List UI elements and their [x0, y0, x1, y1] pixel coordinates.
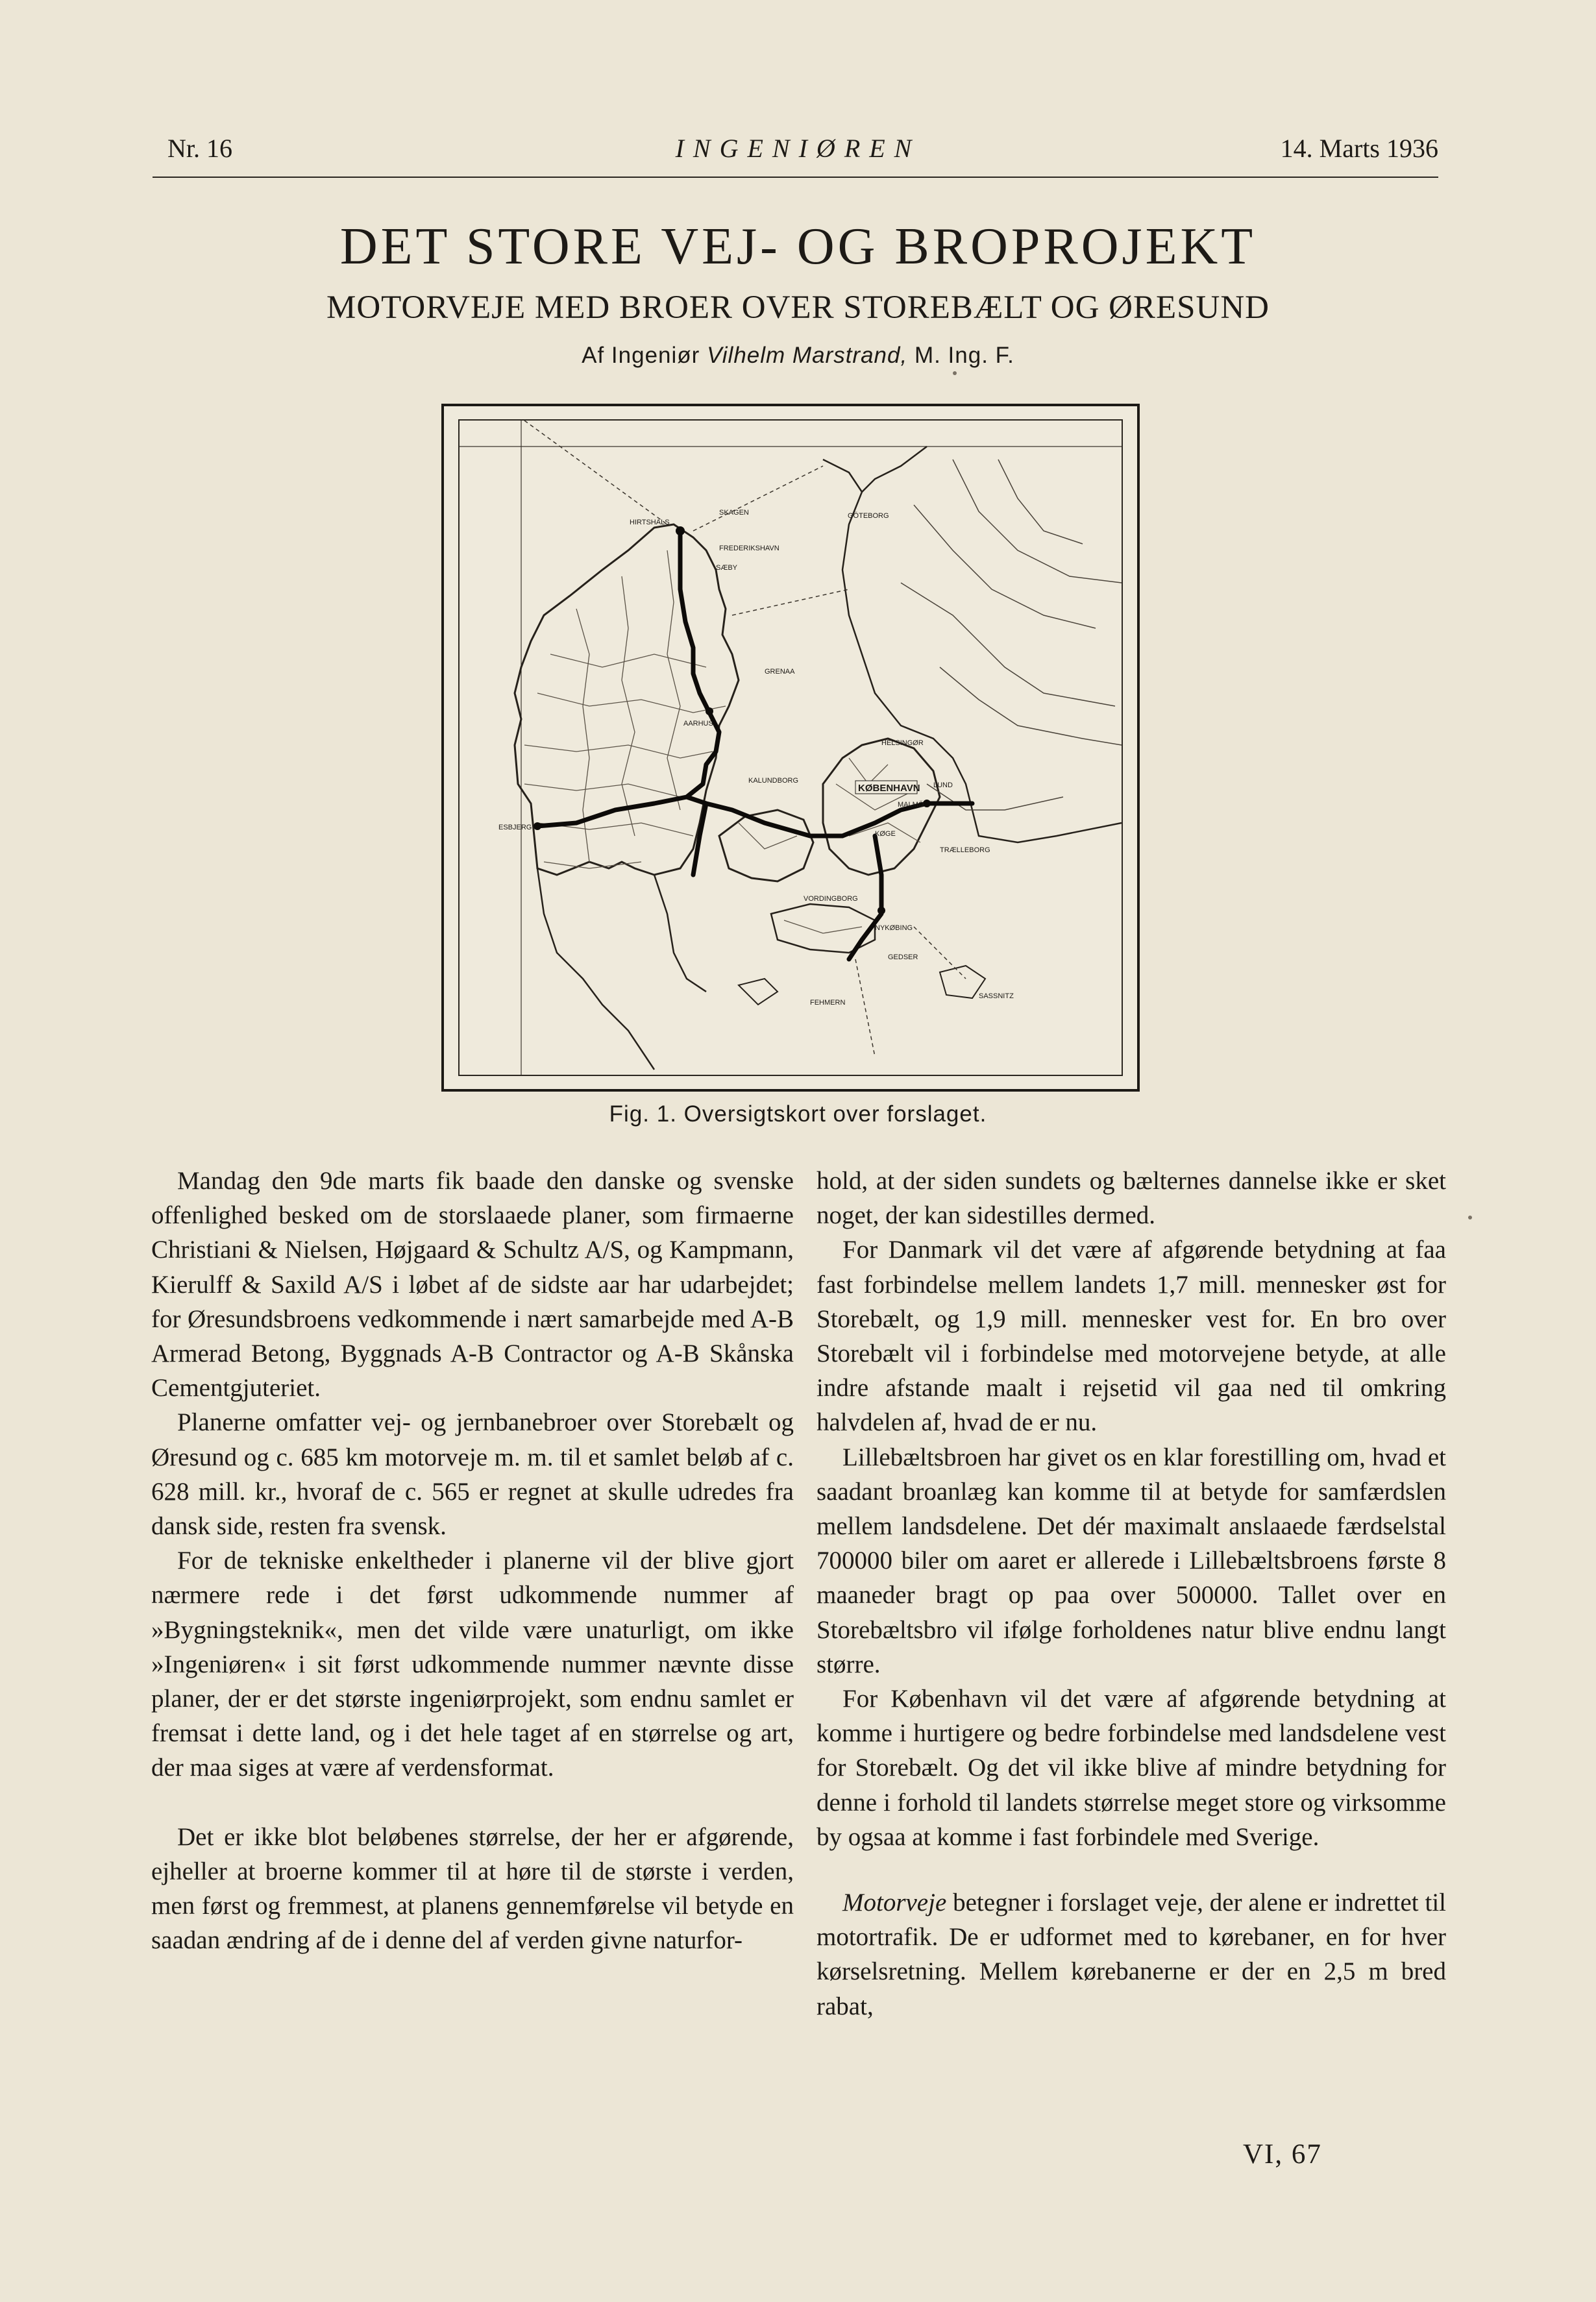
label-gedser: GEDSER	[888, 953, 918, 961]
schleswig-outline	[537, 868, 706, 1070]
map-drawing	[460, 421, 1122, 1075]
paper-speck	[1468, 1216, 1472, 1219]
paragraph-6: For Danmark vil det være af afgørende betydning at faa fast forbindelse mellem landets 1,7 mill. mennesker øst for Storebælt, og 1,9 mill. mennesker vest for. En bro over Storebælt vil i forbindelse med motorvejene betyde, at alle indre afstande maalt i rejsetid vil gaa ned til omkring halvdelen af, hvad de er nu.	[816, 1236, 1446, 1437]
label-goteborg: GÖTEBORG	[848, 512, 889, 520]
overview-map	[458, 419, 1123, 1076]
label-vordingborg: VORDINGBORG	[804, 895, 858, 903]
label-kobenhavn: KØBENHAVN	[858, 783, 920, 794]
label-trelleborg: TRÆLLEBORG	[940, 846, 990, 854]
label-malmo: MALMÖ	[898, 801, 924, 809]
issue-date: 14. Marts 1936	[1280, 134, 1438, 163]
label-saeby: SÆBY	[716, 564, 738, 572]
right-column	[816, 1164, 1446, 2024]
label-sassnitz: SASSNITZ	[979, 992, 1014, 1000]
label-aarhus: AARHUS	[683, 720, 713, 728]
paper-speck	[953, 371, 957, 375]
paragraph-9	[816, 1885, 1446, 2024]
label-esbjerg: ESBJERG	[498, 824, 532, 831]
article-subtitle: MOTORVEJE MED BROER OVER STOREBÆLT OG ØRESUND	[326, 289, 1270, 326]
label-nykobing: NYKØBING	[875, 924, 913, 932]
paragraph-8: For København vil det være af afgørende betydning at komme i hurtigere og bedre forbindelse med landsdelene vest for Storebælt. Og det vil ikke blive af mindre betydning for denne i forhold til landets størrelse meget store og virksomme by ogsaa at komme i fast forbindele med Sverige.	[816, 1685, 1446, 1851]
motorveje-term: Motorveje	[842, 1889, 947, 1917]
overview-map-figure	[441, 404, 1140, 1092]
paragraph-1: Mandag den 9de marts fik baade den danske og svenske offenlighed besked om de storslaaede planer, som firmaerne Christiani & Nielsen, Højgaard & Schultz A/S, og Kampmann, Kierulff & Saxild A/S i løbet af de sidste aar har udarbejdet; for Øresundsbroens vedkommende i nært samarbejde med A-B Armerad Betong, Byggnads A-B Contractor og A-B Skånska Cementgjuteriet.	[151, 1167, 794, 1402]
label-fehmern: FEHMERN	[810, 999, 846, 1007]
byline-suffix: M. Ing. F.	[914, 343, 1014, 368]
article-title: DET STORE VEJ- OG BROPROJEKT	[339, 218, 1257, 275]
label-hirtshals: HIRTSHALS	[630, 519, 670, 526]
paragraph-2: Planerne omfatter vej- og jernbanebroer over Storebælt og Øresund og c. 685 km motorveje m. m. til et samlet beløb af c. 628 mill. kr., hvoraf de c. 565 er regnet at skulle udredes fra dansk side, resten fra svensk.	[151, 1408, 794, 1541]
label-koge: KØGE	[875, 830, 896, 838]
paragraph-5: hold, at der siden sundets og bælternes dannelse ikke er sket noget, der kan sidestilles dermed.	[816, 1167, 1446, 1230]
journal-name: INGENIØREN	[675, 134, 921, 163]
header-rule	[153, 177, 1438, 178]
author-name: Vilhelm Marstrand,	[707, 343, 908, 368]
byline	[0, 343, 1596, 369]
left-column	[151, 1164, 794, 1957]
label-grenaa: GRENAA	[765, 668, 795, 676]
paragraph-3: For de tekniske enkeltheder i planerne vil der blive gjort nærmere rede i det først udkommende nummer af »Bygningsteknik«, men det vilde være unaturligt, om ikke »Ingeniøren« i sit først udkommende nummer nævnte disse planer, der er det største ingeniørprojekt, som endnu samlet er fremsat i dette land, og i det hele taget af en størrelse og art, der maa siges at være af verdensformat.	[151, 1547, 794, 1782]
section-gap	[816, 1854, 1446, 1885]
page-number: VI, 67	[1243, 2139, 1322, 2170]
paragraph-7: Lillebæltsbroen har givet os en klar forestilling om, hvad et saadant broanlæg kan komme til at betyde for samfærdslen mellem landsdelene. Det dér maximalt anslaaede færdselstal 700000 biler om aaret er allerede i Lillebæltsbroens første 8 maaneder bragt op paa over 500000. Tallet over en Storebæltsbro vil ifølge forholdenes natur blive endnu langt større.	[816, 1443, 1446, 1678]
label-skagen: SKAGEN	[719, 509, 749, 517]
paragraph-4: Det er ikke blot beløbenes størrelse, der her er afgørende, ejheller at broerne kommer til at høre til de største i verden, men først og fremmest, at planens gennemførelse vil betyde en saadan ændring af de i denne del af verden givne naturfor-	[151, 1822, 794, 1955]
section-gap	[151, 1785, 794, 1820]
figure-caption: Fig. 1. Oversigtskort over forslaget.	[609, 1101, 987, 1127]
label-lund: LUND	[933, 781, 953, 789]
issue-number: Nr. 16	[167, 134, 232, 163]
label-kalundborg: KALUNDBORG	[748, 777, 799, 785]
byline-prefix: Af Ingeniør	[582, 343, 700, 368]
label-helsingor: HELSINGØR	[881, 739, 924, 747]
paragraph-9-text: betegner i forslaget veje, der alene er indrettet til motortrafik. De er udformet med to kørebaner, en for hver kørselsretning. Mellem kørebanerne er der en 2,5 m bred rabat,	[816, 1889, 1446, 2020]
funen-outline	[719, 810, 813, 881]
label-frederikshavn: FREDERIKSHAVN	[719, 545, 780, 552]
